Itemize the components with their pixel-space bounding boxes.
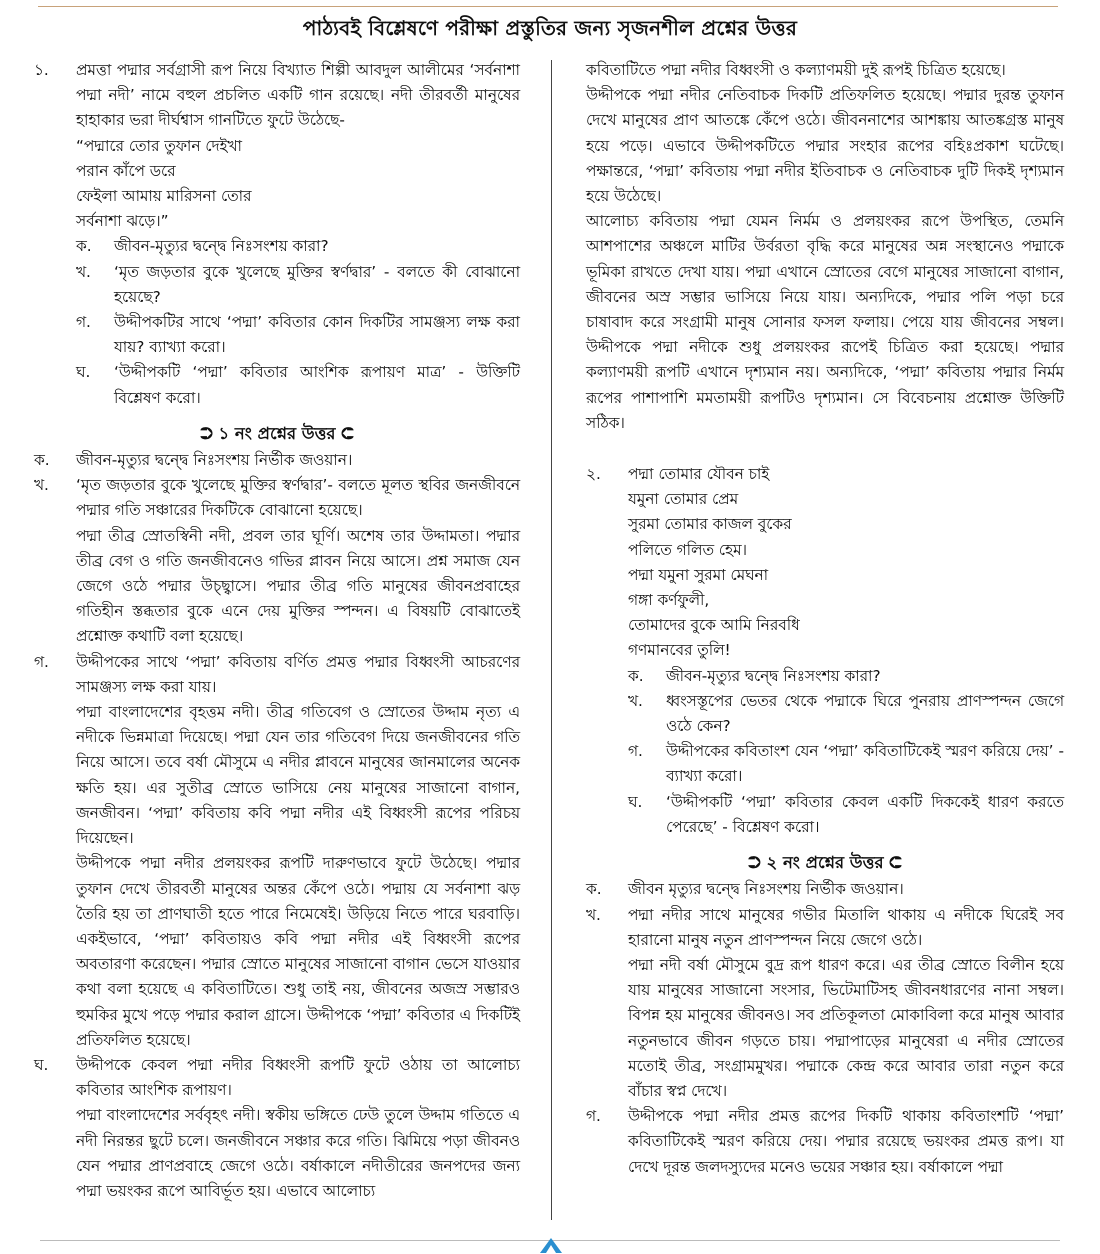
answer-gha [34,1053,520,1103]
sub-question [76,234,520,259]
answer-text: পদ্মা নদীর সাথে মানুষের গভীর মিতালি থাকায় এ নদীকে ঘিরেই সব হারানো মানুষ নতুন প্রাণস্পন্দন নিয়ে জেগে ওঠে। [628,905,1064,949]
answer-text: ‘মৃত জড়তার বুকে খুলেছে মুক্তির স্বর্ণদ্বার’- বলতে মূলত স্থবির জনজীবনে পদ্মার গতি সঞ্চারের দিকটিকে বোঝানো হয়েছে। [76,476,520,520]
answer-heading-text: ১ নং প্রশ্নের উত্তর [218,423,336,443]
poem-line: গণমানবের তুলি! [628,641,731,660]
sub-label: ঘ. [628,792,643,811]
sub-question [628,664,1064,689]
answer-text: জীবন-মৃত্যুর দ্বন্দ্বে নিঃসংশয় নির্ভীক জওয়ান। [76,451,353,470]
sub-label: ঘ. [76,363,91,382]
question-2 [586,462,1064,840]
sub-text: জীবন-মৃত্যুর দ্বন্দ্বে নিঃসংশয় কারা? [114,237,329,256]
sub-label: ক. [76,237,92,256]
sub-text: উদ্দীপকের কবিতাংশ যেন ‘পদ্মা’ কবিতাটিকেই স্মরণ করিয়ে দেয়’ - ব্যাখ্যা করো। [666,742,1064,786]
spacer [586,436,1064,462]
answer-text: উদ্দীপকে কেবল পদ্মা নদীর বিধ্বংসী রূপটি ফুটে ওঠায় তা আলোচ্য কবিতার আংশিক রূপায়ণ। [76,1055,520,1100]
column-divider [551,60,552,1220]
poem-line: তোমাদের বুকে আমি নিরবধি [628,616,800,635]
publisher-logo-icon [538,1236,564,1254]
poem-line: যমুনা তোমার প্রেম [628,490,739,509]
answer-heading: ⮊ ২ নং প্রশ্নের উত্তর ⮈ [748,853,902,873]
sub-question [76,360,520,410]
sub-text: ‘উদ্দীপকটি ‘পদ্মা’ কবিতার আংশিক রূপায়ণ মাত্র’ - উক্তিটি বিশ্লেষণ করো। [114,363,520,407]
poem-line: সুরমা তোমার কাজল বুকের [628,515,792,534]
answer-ga [586,1104,1064,1180]
answer-paragraph: উদ্দীপকে পদ্মা নদীর প্রলয়ংকর রূপটি দারুণভাবে ফুটে উঠেছে। পদ্মার তুফান দেখে তীরবর্তী মানুষের অন্তর কেঁপে ওঠে। পদ্মায় যে সর্বনাশা ঝড় তৈরি হয় তা প্রাণঘাতী হতে পারে নিমেষেই। উড়িয়ে নিতে পারে ঘরবাড়ি। একইভাবে, ‘পদ্মা’ কবিতায়ও কবি পদ্মা নদীর এই বিধ্বংসী রূপের অবতারণা করেছেন। পদ্মার স্রোতে মানুষের সাজানো বাগান ভেসে যাওয়ার কথা বলা হয়েছে এ কবিতাটিতে। শুধু তাই নয়, জীবনের অজস্র সম্ভারও হুমকির মুখে পড়ে পদ্মার করাল গ্রাসে। উদ্দীপকে ‘পদ্মা’ কবিতার এ দিকটিই প্রতিফলিত হয়েছে। [76,854,520,1049]
left-column [34,58,520,1204]
answer-kha [34,473,520,523]
question-1 [34,58,520,411]
right-column [586,58,1064,1180]
answer-label: ক. [586,880,602,899]
answer-paragraph: কবিতাটিতে পদ্মা নদীর বিধ্বংসী ও কল্যাণময়ী দুই রূপই চিত্রিত হয়েছে। [586,61,1006,79]
answer-text: উদ্দীপকের সাথে ‘পদ্মা’ কবিতায় বর্ণিত প্রমত্ত পদ্মার বিধ্বংসী আচরণের সামঞ্জস্য লক্ষ করা যায়। [76,652,520,696]
answer-paragraph: আলোচ্য কবিতায় পদ্মা যেমন নির্মম ও প্রলয়ংকর রূপে উপস্থিত, তেমনি আশপাশের অঞ্চলে মাটির উর্বরতা বৃদ্ধি করে মানুষের অন্ন সংস্থানেও পদ্মাকে ভূমিকা রাখতে দেখা যায়। পদ্মা এখানে স্রোতের বেগে মানুষের সাজানো বাগান, জীবনের অস্র সম্ভার ভাসিয়ে নিয়ে যায়। অন্যদিকে, পদ্মার পলি পড়া চরে চাষাবাদ করে সংগ্রামী মানুষ সোনার ফসল ফলায়। পেয়ে যায় জীবনের সম্বল। উদ্দীপকে পদ্মা নদীকে শুধু প্রলয়ংকর রূপেই চিত্রিত করা হয়েছে। পদ্মার কল্যাণময়ী রূপটি এখানে দৃশ্যমান নয়। অন্যদিকে, ‘পদ্মা’ কবিতায় পদ্মার নির্মম রূপের পাশাপাশি মমতাময়ী রূপটিও দৃশ্যমান। সে বিবেচনায় প্রশ্নোক্ত উক্তিটি সঠিক। [586,212,1064,432]
poem-line: পদ্মা যমুনা সুরমা মেঘনা [628,565,769,584]
answer-ka [586,877,1064,902]
answer-paragraph: পদ্মা বাংলাদেশের বৃহত্তম নদী। তীব্র গতিবেগ ও স্রোতের উদ্দাম নৃত্য এ নদীকে ভিন্নমাত্রা দিয়েছে। পদ্মা যেন তার গতিবেগ দিয়ে জনজীবনের গতি নিয়ে আসে। তবে বর্ষা মৌসুমে এ নদীর প্লাবনে মানুষের জানমালের অনেক ক্ষতি হয়। এর সুতীব্র স্রোতে ভাসিয়ে নেয় মানুষের সাজানো বাগান, জনজীবন। ‘পদ্মা’ কবিতায় কবি পদ্মা নদীর এই বিধ্বংসী রূপের পরিচয় দিয়েছেন। [76,703,520,848]
sub-text: উদ্দীপকটির সাথে ‘পদ্মা’ কবিতার কোন দিকটির সামঞ্জস্য লক্ষ করা যায়? ব্যাখ্যা করো। [114,313,520,357]
answer-label: খ. [34,476,49,495]
poem-line: গঙ্গা কর্ণফুলী, [628,591,710,610]
answer-text: জীবন মৃত্যুর দ্বন্দ্বে নিঃসংশয় নির্ভীক জওয়ান। [628,880,904,899]
answer-heading: ⮊ ১ নং প্রশ্নের উত্তর ⮈ [200,423,354,443]
sub-label: খ. [76,262,91,281]
answer-label: খ. [586,905,601,924]
answer-ka [34,448,520,473]
question-number: ২. [586,465,601,484]
sub-text: জীবন-মৃত্যুর দ্বন্দ্বে নিঃসংশয় কারা? [666,666,881,685]
poem-line: সর্বনাশা ঝড়ে।” [76,212,169,231]
answer-label: ক. [34,451,50,470]
sub-text: ‘উদ্দীপকটি ‘পদ্মা’ কবিতার কেবল একটি দিককেই ধারণ করতে পেরেছে’ - বিশ্লেষণ করো। [666,792,1064,836]
sub-question [76,310,520,360]
page-title: পাঠ্যবই বিশ্লেষণে পরীক্ষা প্রস্তুতির জন্য সৃজনশীল প্রশ্নের উত্তর [302,16,798,40]
sub-label: খ. [628,691,643,710]
top-rule [38,6,1058,7]
sub-question [628,689,1064,739]
sub-question [628,790,1064,840]
answer-text: উদ্দীপকে পদ্মা নদীর প্রমত্ত রূপের দিকটি থাকায় কবিতাংশটি ‘পদ্মা’ কবিতাটিকেই স্মরণ করিয়ে দেয়। পদ্মার রয়েছে ভয়ংকর প্রমত্ত রূপ। যা দেখে দূরন্ত জলদস্যুদের মনেও ভয়ের সঞ্চার হয়। বর্ষাকালে পদ্মা [628,1107,1064,1176]
sub-label: গ. [76,313,91,332]
answer-paragraph: পদ্মা নদী বর্ষা মৌসুমে বুদ্র রূপ ধারণ করে। এর তীব্র স্রোতে বিলীন হয়ে যায় মানুষের সাজানো সংসার, ভিটেমাটিসহ জীবনধারণের নানা সম্বল। বিপন্ন হয় মানুষের জীবনও। সব প্রতিকূলতা মোকাবিলা করে মানুষ আবার নতুনভাবে জীবন গড়তে চায়। পদ্মাপাড়ের মানুষেরা এ নদীর স্রোতের মতোই তীব্র, সংগ্রামমুখর। পদ্মাকে কেন্দ্র করে আবার তারা নতুন করে বাঁচার স্বপ্ন দেখে। [628,955,1064,1100]
poem-line: ফেইলা আমায় মারিসনা তোর [76,187,252,206]
poem-line: “পদ্মারে তোর তুফান দেইখা [76,136,242,155]
answer-heading-text: ২ নং প্রশ্নের উত্তর [766,853,884,873]
poem-line: পদ্মা তোমার যৌবন চাই [628,465,770,484]
poem-line: পরান কাঁপে ডরে [76,161,176,180]
question-1-stem: প্রমত্তা পদ্মার সর্বগ্রাসী রূপ নিয়ে বিখ্যাত শিল্পী আবদুল আলীমের ‘সর্বনাশা পদ্মা নদী’ নামে বহুল প্রচলিত একটি গান রয়েছে। নদী তীরবর্তী মানুষের হাহাকার ভরা দীর্ঘশ্বাস গানটিতে ফুটে উঠেছে- [76,61,520,130]
sub-label: ক. [628,666,644,685]
sub-label: গ. [628,742,643,761]
answer-label: ঘ. [34,1055,49,1074]
answer-paragraph: পদ্মা বাংলাদেশের সর্ববৃহৎ নদী। স্বকীয় ভঙ্গিতে ঢেউ তুলে উদ্দাম গতিতে এ নদী নিরন্তর ছুটে চলে। জনজীবনে সঞ্চার করে গতি। ঝিমিয়ে পড়া জীবনও যেন পদ্মার প্রাণপ্রবাহে জেগে ওঠে। বর্ষাকালে নদীতীরের জনপদের জন্য পদ্মা ভয়ংকর রূপে আবির্ভূত হয়। এভাবে আলোচ্য [76,1106,520,1200]
sub-text: ধ্বংসস্তূপের ভেতর থেকে পদ্মাকে ঘিরে পুনরায় প্রাণস্পন্দন জেগে ওঠে কেন? [666,691,1064,736]
sub-question [628,739,1064,789]
poem-line: পলিতে গলিত হেম। [628,540,747,559]
answer-label: গ. [586,1107,601,1126]
answer-paragraph: পদ্মা তীব্র স্রোতস্বিনী নদী, প্রবল তার ঘূর্ণি। অশেষ তার উদ্দামতা। পদ্মার তীব্র বেগ ও গতি জনজীবনেও গভির প্লাবন নিয়ে আসে। প্রশ্ন সমাজ যেন জেগে ওঠে পদ্মার উচ্ছ্বাসে। পদ্মার তীব্র গতি মানুষের জীবনপ্রবাহের গতিহীন স্তব্ধতার বুকে এনে দেয় মুক্তির স্পন্দন। এ বিষয়টি বোঝাতেই প্রশ্নোক্ত কথাটি বলা হয়েছে। [76,526,520,646]
question-number: ১. [34,61,49,79]
sub-question [76,260,520,310]
answer-kha [586,903,1064,953]
answer-ga [34,650,520,700]
answer-label: গ. [34,652,49,671]
sub-text: ‘মৃত জড়তার বুকে খুলেছে মুক্তির স্বর্ণদ্বার’ - বলতে কী বোঝানো হয়েছে? [114,262,520,306]
answer-paragraph: উদ্দীপকে পদ্মা নদীর নেতিবাচক দিকটি প্রতিফলিত হয়েছে। পদ্মার দুরন্ত তুফান দেখে মানুষের প্রাণ আতঙ্কে কেঁপে ওঠে। জীবননাশের আশঙ্কায় আতঙ্কগ্রস্ত মানুষ হয়ে পড়ে। এভাবে উদ্দীপকটিতে পদ্মার সংহার রূপের বহিঃপ্রকাশ ঘটেছে। পক্ষান্তরে, ‘পদ্মা’ কবিতায় পদ্মা নদীর ইতিবাচক ও নেতিবাচক দুটি দিকই দৃশ্যমান হয়ে উঠেছে। [586,86,1064,206]
